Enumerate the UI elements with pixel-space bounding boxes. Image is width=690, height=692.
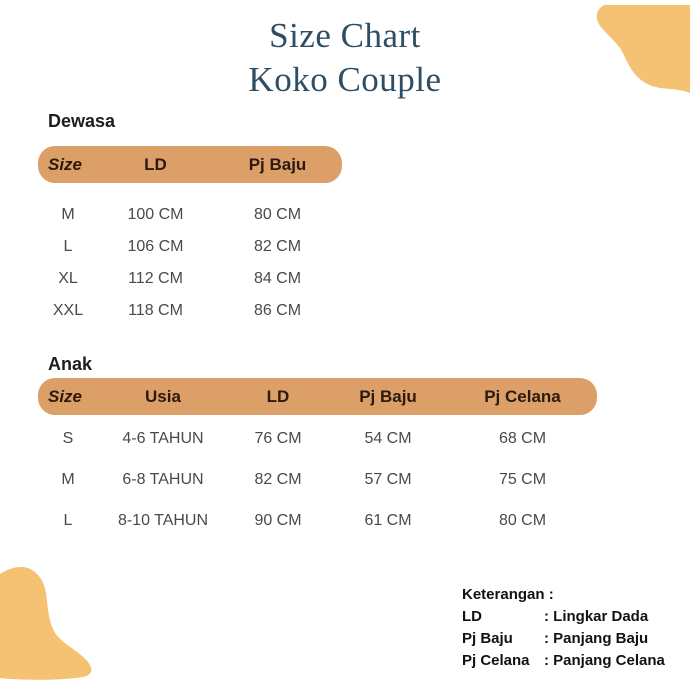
child-header-size: Size (48, 386, 83, 406)
table-row (38, 500, 597, 541)
adult-table-header-bar (38, 146, 342, 183)
table-cell: 100 CM (127, 206, 184, 223)
table-cell: 61 CM (364, 511, 412, 529)
adult-table-body (38, 199, 342, 327)
table-cell: 90 CM (254, 511, 302, 529)
legend-item (462, 650, 665, 672)
table-cell: 86 CM (253, 302, 302, 319)
table-cell: XXL (52, 302, 84, 319)
child-table-header-bar (38, 378, 597, 415)
legend-term: LD (462, 608, 482, 625)
table-cell: 8-10 TAHUN (117, 511, 209, 529)
legend-term: Pj Celana (462, 652, 530, 669)
table-cell: 68 CM (498, 429, 547, 447)
table-row (38, 459, 597, 500)
table-cell: 80 CM (253, 206, 302, 223)
child-section-heading: Anak (48, 354, 93, 374)
table-cell: 4-6 TAHUN (122, 429, 204, 447)
child-header-pj-celana: Pj Celana (484, 386, 561, 406)
legend (462, 584, 665, 672)
page-title-line-1: Size Chart (269, 16, 421, 55)
table-cell: 75 CM (498, 470, 547, 488)
table-cell: 57 CM (364, 470, 412, 488)
table-row (38, 263, 342, 295)
table-cell: S (62, 429, 74, 447)
table-cell: 82 CM (254, 470, 302, 488)
table-cell: 118 CM (128, 302, 183, 319)
page-title (0, 14, 690, 102)
table-cell: 106 CM (127, 238, 184, 255)
legend-item (462, 606, 665, 628)
table-cell: M (61, 470, 75, 488)
legend-term: Pj Baju (462, 630, 513, 647)
table-cell: 6-8 TAHUN (122, 470, 204, 488)
adult-header-ld: LD (144, 154, 167, 174)
child-table-body (38, 418, 597, 541)
table-row (38, 295, 342, 327)
page-title-line-2: Koko Couple (248, 60, 442, 99)
table-row (38, 418, 597, 459)
table-cell: 76 CM (254, 429, 302, 447)
adult-header-size: Size (48, 154, 83, 174)
table-cell: L (63, 511, 73, 529)
legend-definition: : Panjang Baju (544, 630, 649, 647)
legend-definition: : Panjang Celana (544, 652, 665, 669)
table-cell: 84 CM (253, 270, 302, 287)
table-cell: 54 CM (364, 429, 412, 447)
legend-item (462, 628, 665, 650)
table-row (38, 231, 342, 263)
table-cell: 80 CM (498, 511, 547, 529)
legend-definition: : Lingkar Dada (544, 608, 649, 625)
child-header-usia: Usia (145, 386, 181, 406)
decorative-blob-bottom-left-icon (0, 567, 96, 680)
table-cell: L (63, 238, 73, 255)
child-header-ld: LD (266, 386, 290, 406)
legend-heading: Keterangan : (462, 586, 554, 603)
table-cell: XL (58, 270, 78, 287)
adult-section-heading: Dewasa (48, 111, 116, 131)
table-row (38, 199, 342, 231)
table-cell: 112 CM (128, 270, 183, 287)
table-cell: 82 CM (253, 238, 302, 255)
child-header-pj-baju: Pj Baju (359, 386, 417, 406)
adult-header-pj-baju: Pj Baju (248, 154, 307, 174)
table-cell: M (61, 206, 75, 223)
